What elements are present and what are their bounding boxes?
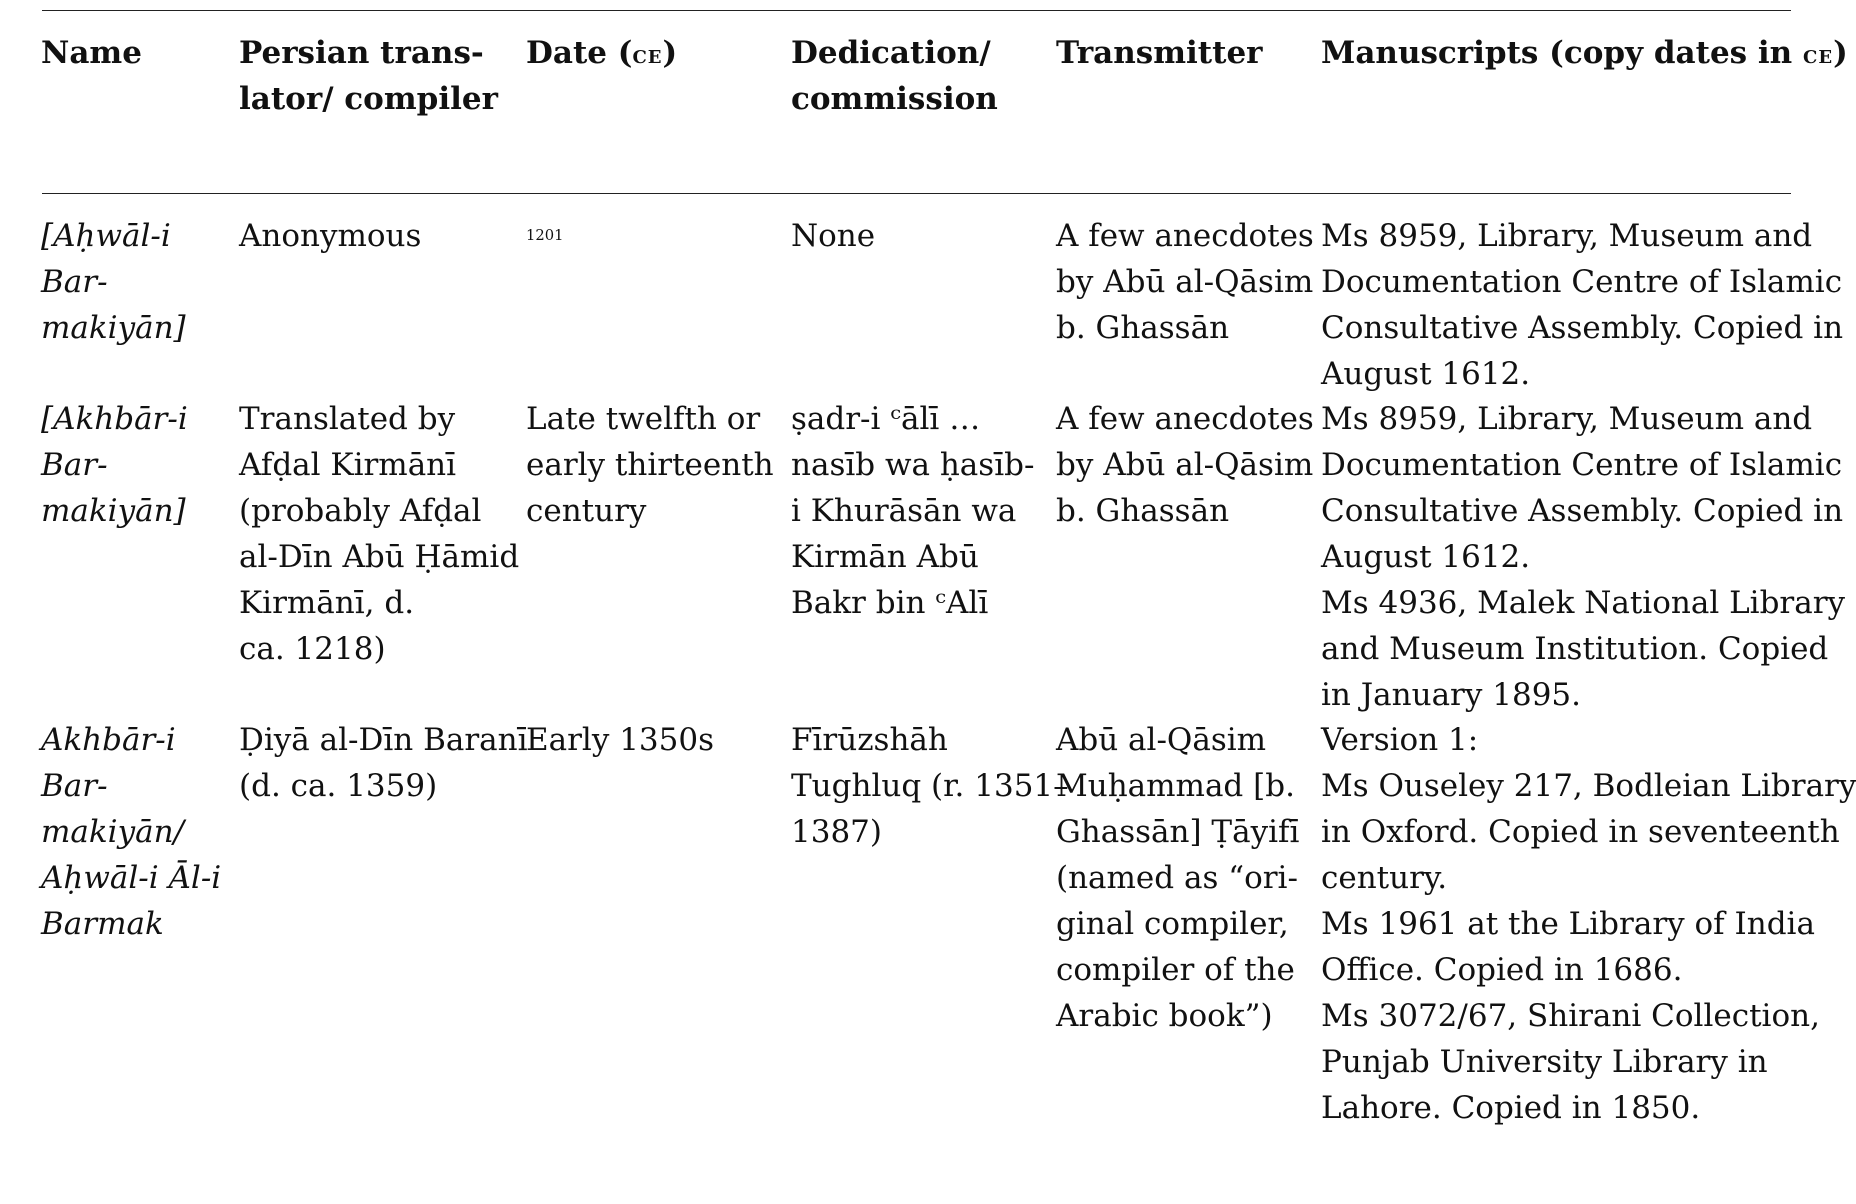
table-header-rule [42,193,1791,194]
row2-dedication: ṣadr-i ᶜālī … nasīb wa ḥasīb- i Khurāsān wa Kirmān Abū Bakr bin ᶜAlī [791,401,1035,621]
row1-manuscripts: Ms 8959, Library, Museum and Documentation Centre of Islamic Consultative Assembly. Copied in August 1612. [1321,218,1844,392]
header-dedication: Dedication/ commission [791,35,998,117]
row1-name: [Aḥwāl-i Bar- makiyān] [41,218,186,346]
header-transmitter: Transmitter [1056,35,1263,71]
header-name: Name [41,35,142,71]
header-manuscripts: Manuscripts (copy dates in ce) [1321,35,1848,71]
row3-name: Akhbār-i Bar- makiyān/ Aḥwāl-i Āl-i Barmak [41,722,222,942]
row3-date: Early 1350s [526,722,715,758]
row1-translator: Anonymous [239,218,422,254]
row2-translator: Translated by Afḍal Kirmānī (probably Afḍal al-Dīn Abū Ḥāmid Kirmānī, d. ca. 1218) [239,401,520,667]
row3-translator: Ḍiyā al-Dīn Baranī (d. ca. 1359) [239,722,528,804]
row1-transmitter: A few anecdotes by Abū al-Qāsim b. Ghassān [1056,218,1314,346]
row3-manuscripts: Version 1: Ms Ouseley 217, Bodleian Library in Oxford. Copied in seventeenth century. Ms 1961 at the Library of India Office. Copied in 1686. Ms 3072/67, Shirani Collection, Punjab University Library in Lahore. Copied in 1850. [1321,722,1856,1126]
row2-name: [Akhbār-i Bar- makiyān] [41,401,188,529]
header-date: Date (ce) [526,35,678,71]
header-translator: Persian trans- lator/ compiler [239,35,498,117]
row1-date: 1201 [526,227,564,244]
row3-transmitter: Abū al-Qāsim Muḥammad [b. Ghassān] Ṭāyifī (named as “ori- ginal compiler, compiler of the Arabic book”) [1056,722,1300,1034]
row3-dedication: Fīrūzshāh Tughluq (r. 1351– 1387) [791,722,1069,850]
row1-dedication: None [791,218,876,254]
row2-manuscripts: Ms 8959, Library, Museum and Documentation Centre of Islamic Consultative Assembly. Copied in August 1612. Ms 4936, Malek National Library and Museum Institution. Copied in January 1895. [1321,401,1846,713]
row2-transmitter: A few anecdotes by Abū al-Qāsim b. Ghassān [1056,401,1314,529]
row2-date: Late twelfth or early thirteenth century [526,401,774,529]
table-top-rule [42,10,1791,11]
